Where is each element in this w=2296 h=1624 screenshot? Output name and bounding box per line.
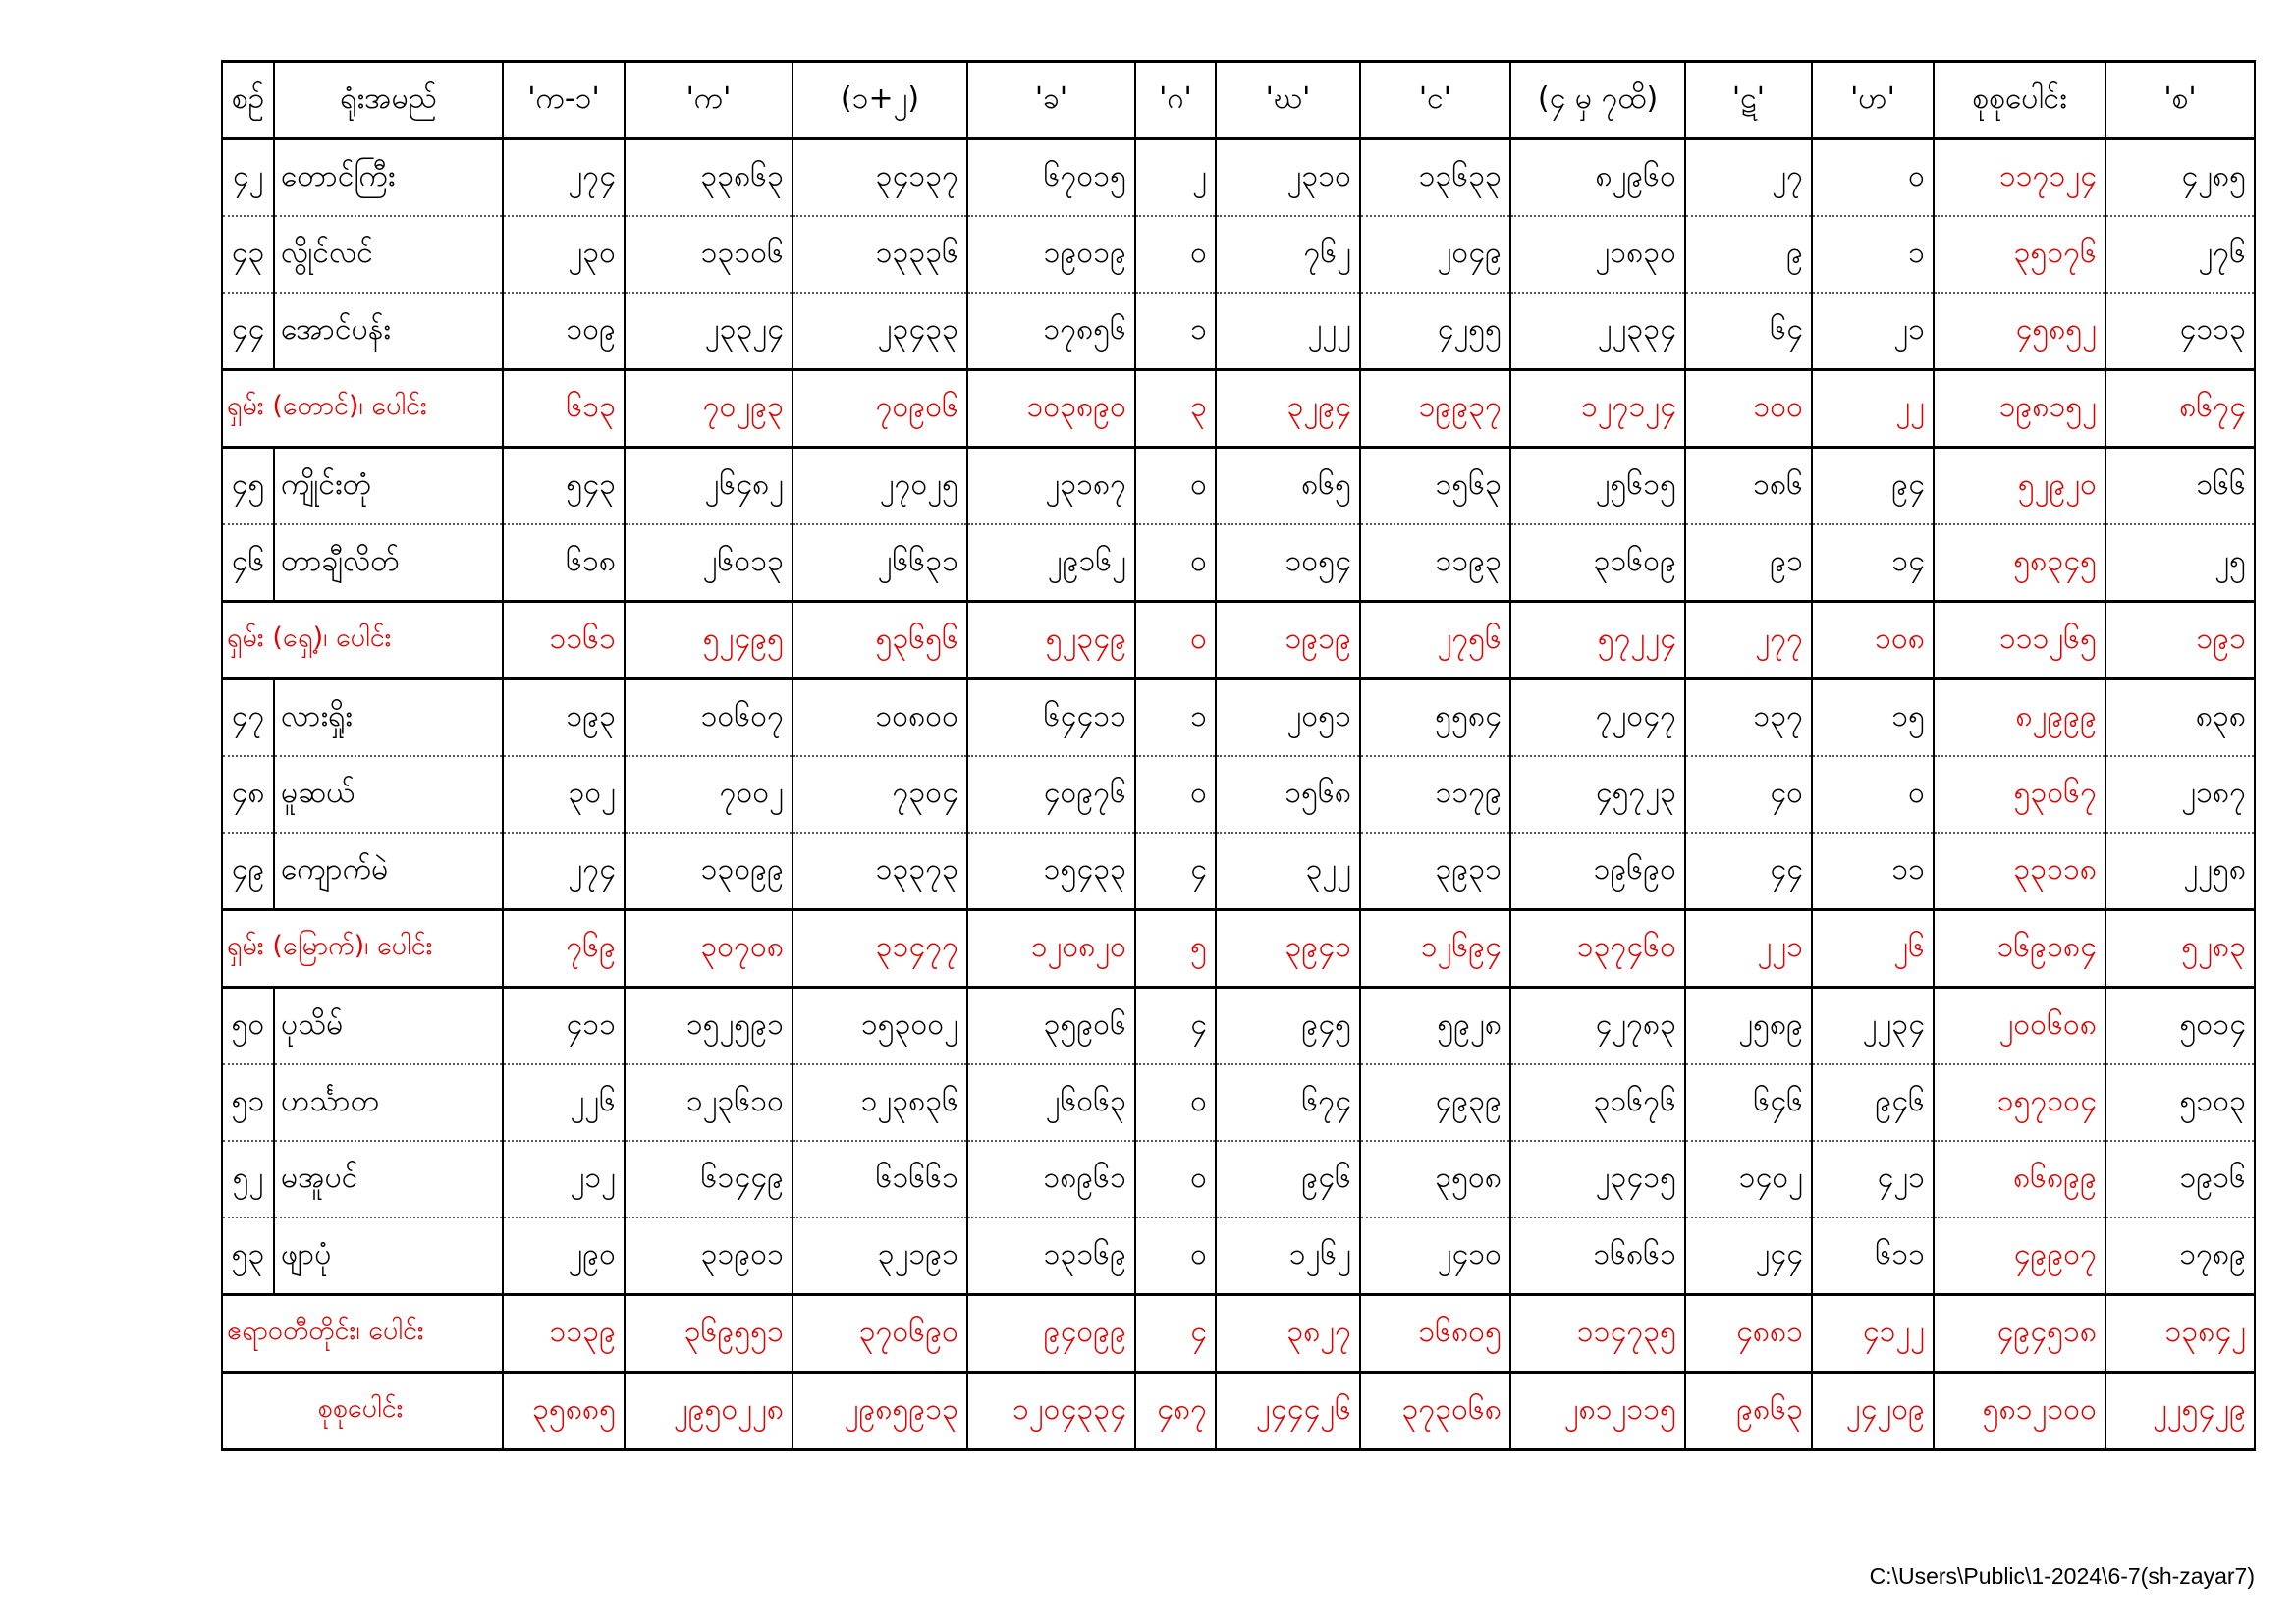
summary-table: [221, 60, 2256, 1451]
value-cell: ၉၄: [1812, 448, 1934, 525]
value-cell: ၂၁၈၇: [2105, 756, 2255, 833]
value-cell: ၁၅၂၅၉၁: [625, 988, 793, 1065]
value-cell: ၁၁၇၁၂၄: [1934, 139, 2105, 217]
value-cell: ၁၅: [1812, 679, 1934, 757]
value-cell: ၁၉၃: [503, 679, 625, 757]
grand-total-value: ၃၅၈၈၅: [503, 1373, 625, 1450]
value-cell: ၁၃၀၉၉: [625, 833, 793, 910]
subtotal-value: ၅: [1135, 910, 1216, 988]
subtotal-value: ၅၃၆၅၆: [793, 602, 967, 679]
subtotal-label: ရှမ်း (ရှေ့)၊ ပေါင်း: [222, 602, 503, 679]
value-cell: ၃၅၁၇၆: [1934, 216, 2105, 293]
value-cell: ၃၁၆၀၉: [1510, 524, 1685, 602]
office-name: လားရှိုး: [274, 679, 503, 757]
subtotal-value: ၂၆: [1812, 910, 1934, 988]
office-name: ကျောက်မဲ: [274, 833, 503, 910]
office-name: ကျိုင်းတုံ: [274, 448, 503, 525]
subtotal-value: ၁၀၀: [1685, 370, 1812, 448]
value-cell: ၁: [1812, 216, 1934, 293]
value-cell: ၁၃၁၆၉: [967, 1218, 1135, 1295]
subtotal-value: ၂၂၁: [1685, 910, 1812, 988]
value-cell: ၃၁၆၇၆: [1510, 1064, 1685, 1141]
table-row: [222, 1064, 2255, 1141]
value-cell: ၈၆၅: [1216, 448, 1360, 525]
subtotal-value: ၇၀၂၉၃: [625, 370, 793, 448]
value-cell: ၄၅၇၂၃: [1510, 756, 1685, 833]
column-header: ရုံးအမည်: [274, 62, 503, 139]
value-cell: ၆၇၄: [1216, 1064, 1360, 1141]
subtotal-value: ၁၁၃၉: [503, 1295, 625, 1373]
subtotal-value: ၇၀၉၀၆: [793, 370, 967, 448]
subtotal-value: ၃: [1135, 370, 1216, 448]
value-cell: ၁၉၀၁၉: [967, 216, 1135, 293]
column-header: စုစုပေါင်း: [1934, 62, 2105, 139]
value-cell: ၄၉၉၀၇: [1934, 1218, 2105, 1295]
value-cell: ၃၁၉၀၁: [625, 1218, 793, 1295]
serial-number: ၄၇: [222, 679, 274, 757]
value-cell: ၆၁၁: [1812, 1218, 1934, 1295]
value-cell: ၃၃၈၆၃: [625, 139, 793, 217]
subtotal-value: ၁၁၄၇၃၅: [1510, 1295, 1685, 1373]
value-cell: ၂၃၄၁၅: [1510, 1141, 1685, 1218]
value-cell: ၉၄၅: [1216, 988, 1360, 1065]
value-cell: ၄၀: [1685, 756, 1812, 833]
value-cell: ၉၁: [1685, 524, 1812, 602]
subtotal-value: ၂၇၅၆: [1360, 602, 1510, 679]
subtotal-value: ၁၉၁: [2105, 602, 2255, 679]
grand-total-value: ၄၈၇: [1135, 1373, 1216, 1450]
value-cell: ၅၄၃: [503, 448, 625, 525]
grand-total-value: ၉၈၆၃: [1685, 1373, 1812, 1450]
value-cell: ၁: [1135, 679, 1216, 757]
column-header: 'က': [625, 62, 793, 139]
subtotal-value: ၃၆၉၅၅၁: [625, 1295, 793, 1373]
subtotal-value: ၄၁၂၂: [1812, 1295, 1934, 1373]
value-cell: ၆၁၆၆၁: [793, 1141, 967, 1218]
column-header: 'ဂ': [1135, 62, 1216, 139]
value-cell: ၀: [1135, 1141, 1216, 1218]
value-cell: ၈၃၈: [2105, 679, 2255, 757]
subtotal-row: [222, 910, 2255, 988]
grand-total-value: ၂၄၄၄၂၆: [1216, 1373, 1360, 1450]
value-cell: ၂၃၄၃၃: [793, 293, 967, 370]
column-header: 'စ': [2105, 62, 2255, 139]
value-cell: ၅၂၉၂၀: [1934, 448, 2105, 525]
subtotal-value: ၆၁၃: [503, 370, 625, 448]
subtotal-value: ၅၇၂၂၄: [1510, 602, 1685, 679]
value-cell: ၁၅၄၃၃: [967, 833, 1135, 910]
header-row: [222, 62, 2255, 139]
table-row: [222, 679, 2255, 757]
value-cell: ၁၁: [1812, 833, 1934, 910]
subtotal-value: ၁၆၈၀၅: [1360, 1295, 1510, 1373]
column-header: 'က-၁': [503, 62, 625, 139]
value-cell: ၄၁၁၃: [2105, 293, 2255, 370]
subtotal-value: ၉၄၀၉၉: [967, 1295, 1135, 1373]
value-cell: ၂၀၀၆၀၈: [1934, 988, 2105, 1065]
subtotal-value: ၃၉၄၁: [1216, 910, 1360, 988]
serial-number: ၄၉: [222, 833, 274, 910]
value-cell: ၂၆၀၆၃: [967, 1064, 1135, 1141]
column-header: 'ဟ': [1812, 62, 1934, 139]
value-cell: ၄၅၈၅၂: [1934, 293, 2105, 370]
grand-total-value: ၂၄၂၀၉: [1812, 1373, 1934, 1450]
office-name: လွိုင်လင်: [274, 216, 503, 293]
value-cell: ၂၆၄၈၂: [625, 448, 793, 525]
value-cell: ၂၂၆: [503, 1064, 625, 1141]
value-cell: ၁၅၇၁၀၄: [1934, 1064, 2105, 1141]
subtotal-value: ၄: [1135, 1295, 1216, 1373]
column-header: (၄ မှ ၇ထိ): [1510, 62, 1685, 139]
value-cell: ၂၅: [2105, 524, 2255, 602]
value-cell: ၃၂၂: [1216, 833, 1360, 910]
column-header: 'ခ': [967, 62, 1135, 139]
value-cell: ၄၂၈၅: [2105, 139, 2255, 217]
table-row: [222, 988, 2255, 1065]
serial-number: ၅၀: [222, 988, 274, 1065]
value-cell: ၂၄၄: [1685, 1218, 1812, 1295]
value-cell: ၁၃၇: [1685, 679, 1812, 757]
column-header: 'င': [1360, 62, 1510, 139]
table-row: [222, 524, 2255, 602]
value-cell: ၃၂၁၉၁: [793, 1218, 967, 1295]
value-cell: ၇၆၂: [1216, 216, 1360, 293]
value-cell: ၉၄၆: [1812, 1064, 1934, 1141]
value-cell: ၂၁၈၃၀: [1510, 216, 1685, 293]
grand-total-row: [222, 1373, 2255, 1450]
value-cell: ၁၃၁၀၆: [625, 216, 793, 293]
grand-total-value: ၂၂၅၄၂၉: [2105, 1373, 2255, 1450]
value-cell: ၂၉၁၆၂: [967, 524, 1135, 602]
value-cell: ၇၂၀၄၇: [1510, 679, 1685, 757]
subtotal-value: ၁၂၀၈၂၀: [967, 910, 1135, 988]
grand-total-value: ၂၉၈၅၉၁၃: [793, 1373, 967, 1450]
value-cell: ၁၉၁၆: [2105, 1141, 2255, 1218]
value-cell: ၃၄၁၃၇: [793, 139, 967, 217]
value-cell: ၂၁: [1812, 293, 1934, 370]
serial-number: ၄၅: [222, 448, 274, 525]
value-cell: ၁၄၀၂: [1685, 1141, 1812, 1218]
value-cell: ၁၁၉၃: [1360, 524, 1510, 602]
value-cell: ၈၂၉၉၉: [1934, 679, 2105, 757]
subtotal-value: ၁၃၈၄၂: [2105, 1295, 2255, 1373]
serial-number: ၄၈: [222, 756, 274, 833]
value-cell: ၀: [1135, 524, 1216, 602]
subtotal-value: ၁၀၃၈၉၀: [967, 370, 1135, 448]
table-row: [222, 139, 2255, 217]
value-cell: ၆၁၈: [503, 524, 625, 602]
value-cell: ၁၃၆၃၃: [1360, 139, 1510, 217]
value-cell: ၁၈၉၆၁: [967, 1141, 1135, 1218]
serial-number: ၅၃: [222, 1218, 274, 1295]
value-cell: ၇၃၀၄: [793, 756, 967, 833]
column-header: 'ဃ': [1216, 62, 1360, 139]
subtotal-value: ၂၂: [1812, 370, 1934, 448]
value-cell: ၅၈၃၄၅: [1934, 524, 2105, 602]
value-cell: ၂၀၅၁: [1216, 679, 1360, 757]
value-cell: ၁၂၃၈၃၆: [793, 1064, 967, 1141]
subtotal-value: ၇၆၉: [503, 910, 625, 988]
value-cell: ၁၆၈၆၁: [1510, 1218, 1685, 1295]
office-name: တာချီလိတ်: [274, 524, 503, 602]
value-cell: ၉၄၆: [1216, 1141, 1360, 1218]
value-cell: ၀: [1812, 139, 1934, 217]
subtotal-value: ၁၉၁၉: [1216, 602, 1360, 679]
value-cell: ၁၄: [1812, 524, 1934, 602]
office-name: တောင်ကြီး: [274, 139, 503, 217]
value-cell: ၁: [1135, 293, 1216, 370]
value-cell: ၃၀၂: [503, 756, 625, 833]
value-cell: ၄၂၁: [1812, 1141, 1934, 1218]
subtotal-value: ၃၁၄၇၇: [793, 910, 967, 988]
value-cell: ၂၄၁၀: [1360, 1218, 1510, 1295]
value-cell: ၁၀၉: [503, 293, 625, 370]
value-cell: ၁၅၆၃: [1360, 448, 1510, 525]
value-cell: ၄၄: [1685, 833, 1812, 910]
grand-total-value: ၂၈၁၂၁၁၅: [1510, 1373, 1685, 1450]
value-cell: ၅၀၁၄: [2105, 988, 2255, 1065]
serial-number: ၄၃: [222, 216, 274, 293]
value-cell: ၁၀၅၄: [1216, 524, 1360, 602]
subtotal-label: ရှမ်း (မြောက်)၊ ပေါင်း: [222, 910, 503, 988]
subtotal-value: ၃၀၇၀၈: [625, 910, 793, 988]
value-cell: ၂၂၃၄: [1812, 988, 1934, 1065]
serial-number: ၅၂: [222, 1141, 274, 1218]
value-cell: ၁၂၃၆၁၀: [625, 1064, 793, 1141]
value-cell: ၆၁၄၄၉: [625, 1141, 793, 1218]
value-cell: ၂၉၀: [503, 1218, 625, 1295]
value-cell: ၃၅၀၈: [1360, 1141, 1510, 1218]
subtotal-value: ၁၆၉၁၈၄: [1934, 910, 2105, 988]
table-body: [222, 139, 2255, 1450]
office-name: အောင်ပန်း: [274, 293, 503, 370]
value-cell: ၈၆၈၉၉: [1934, 1141, 2105, 1218]
value-cell: ၁၁၇၉: [1360, 756, 1510, 833]
office-name: ဖျာပုံ: [274, 1218, 503, 1295]
value-cell: ၄၂၇၈၃: [1510, 988, 1685, 1065]
subtotal-value: ၁၉၉၃၇: [1360, 370, 1510, 448]
value-cell: ၂၃၃၂၄: [625, 293, 793, 370]
subtotal-value: ၁၃၇၄၆၀: [1510, 910, 1685, 988]
grand-total-value: ၂၉၅၀၂၂၈: [625, 1373, 793, 1450]
subtotal-row: [222, 602, 2255, 679]
value-cell: ၅၁၀၃: [2105, 1064, 2255, 1141]
value-cell: ၁၅၃၀၀၂: [793, 988, 967, 1065]
value-cell: ၃၃၁၁၈: [1934, 833, 2105, 910]
value-cell: ၁၇၈၉: [2105, 1218, 2255, 1295]
value-cell: ၃၉၃၁: [1360, 833, 1510, 910]
value-cell: ၂၅၈၉: [1685, 988, 1812, 1065]
subtotal-value: ၂၇၇: [1685, 602, 1812, 679]
value-cell: ၂၇၆: [2105, 216, 2255, 293]
grand-total-label: စုစုပေါင်း: [222, 1373, 503, 1450]
value-cell: ၂၁၂: [503, 1141, 625, 1218]
subtotal-value: ၁၂၇၁၂၄: [1510, 370, 1685, 448]
grand-total-value: ၅၈၁၂၁၀၀: [1934, 1373, 2105, 1450]
subtotal-value: ၄၈၈၁: [1685, 1295, 1812, 1373]
serial-number: ၄၄: [222, 293, 274, 370]
value-cell: ၄၀၉၇၆: [967, 756, 1135, 833]
value-cell: ၄၁၁: [503, 988, 625, 1065]
table-row: [222, 448, 2255, 525]
column-header: စဉ်: [222, 62, 274, 139]
value-cell: ၆၄၄၁၁: [967, 679, 1135, 757]
subtotal-value: ၀: [1135, 602, 1216, 679]
value-cell: ၅၅၈၄: [1360, 679, 1510, 757]
value-cell: ၇၀၀၂: [625, 756, 793, 833]
office-name: မအူပင်: [274, 1141, 503, 1218]
value-cell: ၂၇၀၂၅: [793, 448, 967, 525]
subtotal-row: [222, 370, 2255, 448]
summary-table-container: [221, 60, 2254, 1451]
value-cell: ၀: [1812, 756, 1934, 833]
value-cell: ၅၉၂၈: [1360, 988, 1510, 1065]
value-cell: ၆၄: [1685, 293, 1812, 370]
subtotal-value: ၁၁၆၁: [503, 602, 625, 679]
value-cell: ၄: [1135, 833, 1216, 910]
value-cell: ၂၃၁၈၇: [967, 448, 1135, 525]
value-cell: ၂၂၂: [1216, 293, 1360, 370]
value-cell: ၁၈၆: [1685, 448, 1812, 525]
subtotal-value: ၁၁၁၂၆၅: [1934, 602, 2105, 679]
serial-number: ၄၂: [222, 139, 274, 217]
subtotal-value: ၅၂၈၃: [2105, 910, 2255, 988]
value-cell: ၄၉၃၉: [1360, 1064, 1510, 1141]
subtotal-value: ၈၆၇၄: [2105, 370, 2255, 448]
value-cell: ၂: [1135, 139, 1216, 217]
subtotal-value: ၃၇၀၆၉၀: [793, 1295, 967, 1373]
value-cell: ၂၅၆၁၅: [1510, 448, 1685, 525]
value-cell: ၉: [1685, 216, 1812, 293]
value-cell: ၆၄၆: [1685, 1064, 1812, 1141]
subtotal-value: ၁၂၆၉၄: [1360, 910, 1510, 988]
serial-number: ၅၁: [222, 1064, 274, 1141]
subtotal-value: ၁၀၈: [1812, 602, 1934, 679]
value-cell: ၁၉၆၉၀: [1510, 833, 1685, 910]
subtotal-value: ၄၉၄၅၁၈: [1934, 1295, 2105, 1373]
value-cell: ၄၂၅၅: [1360, 293, 1510, 370]
value-cell: ၆၇၀၁၅: [967, 139, 1135, 217]
office-name: ပုသိမ်: [274, 988, 503, 1065]
value-cell: ၀: [1135, 1064, 1216, 1141]
subtotal-value: ၅၂၃၄၉: [967, 602, 1135, 679]
value-cell: ၃၅၉၀၆: [967, 988, 1135, 1065]
value-cell: ၁၀၆၀၇: [625, 679, 793, 757]
value-cell: ၀: [1135, 756, 1216, 833]
value-cell: ၁၃၃၃၆: [793, 216, 967, 293]
office-name: ဟင်္သာတ: [274, 1064, 503, 1141]
value-cell: ၂၆၀၁၃: [625, 524, 793, 602]
office-name: မူဆယ်: [274, 756, 503, 833]
subtotal-label: ဧရာဝတီတိုင်း၊ ပေါင်း: [222, 1295, 503, 1373]
value-cell: ၂၃၁၀: [1216, 139, 1360, 217]
value-cell: ၀: [1135, 1218, 1216, 1295]
subtotal-label: ရှမ်း (တောင်)၊ ပေါင်း: [222, 370, 503, 448]
value-cell: ၄: [1135, 988, 1216, 1065]
serial-number: ၄၆: [222, 524, 274, 602]
value-cell: ၁၀၈၀၀: [793, 679, 967, 757]
file-path-footer: C:\Users\Public\1-2024\6-7(sh-zayar7): [1869, 1563, 2255, 1589]
column-header: (၁+၂): [793, 62, 967, 139]
value-cell: ၂၂၅၈: [2105, 833, 2255, 910]
subtotal-value: ၁၉၈၁၅၂: [1934, 370, 2105, 448]
value-cell: ၂၀၄၉: [1360, 216, 1510, 293]
value-cell: ၁၅၆၈: [1216, 756, 1360, 833]
value-cell: ၁၂၆၂: [1216, 1218, 1360, 1295]
value-cell: ၂၇၄: [503, 139, 625, 217]
value-cell: ၂၂၃၃၄: [1510, 293, 1685, 370]
value-cell: ၂၇၄: [503, 833, 625, 910]
column-header: 'ဋ': [1685, 62, 1812, 139]
table-row: [222, 1218, 2255, 1295]
grand-total-value: ၁၂၀၄၃၃၄: [967, 1373, 1135, 1450]
value-cell: ၁၃၃၇၃: [793, 833, 967, 910]
value-cell: ၂၆၆၃၁: [793, 524, 967, 602]
value-cell: ၁၆၆: [2105, 448, 2255, 525]
grand-total-value: ၃၇၃၀၆၈: [1360, 1373, 1510, 1450]
table-row: [222, 756, 2255, 833]
value-cell: ၀: [1135, 448, 1216, 525]
value-cell: ၂၃၀: [503, 216, 625, 293]
subtotal-row: [222, 1295, 2255, 1373]
table-row: [222, 1141, 2255, 1218]
subtotal-value: ၃၈၂၇: [1216, 1295, 1360, 1373]
table-row: [222, 833, 2255, 910]
value-cell: ၅၃၀၆၇: [1934, 756, 2105, 833]
subtotal-value: ၃၂၉၄: [1216, 370, 1360, 448]
table-row: [222, 216, 2255, 293]
value-cell: ၈၂၉၆၀: [1510, 139, 1685, 217]
value-cell: ၂၇: [1685, 139, 1812, 217]
value-cell: ၁၇၈၅၆: [967, 293, 1135, 370]
value-cell: ၀: [1135, 216, 1216, 293]
subtotal-value: ၅၂၄၉၅: [625, 602, 793, 679]
table-row: [222, 293, 2255, 370]
